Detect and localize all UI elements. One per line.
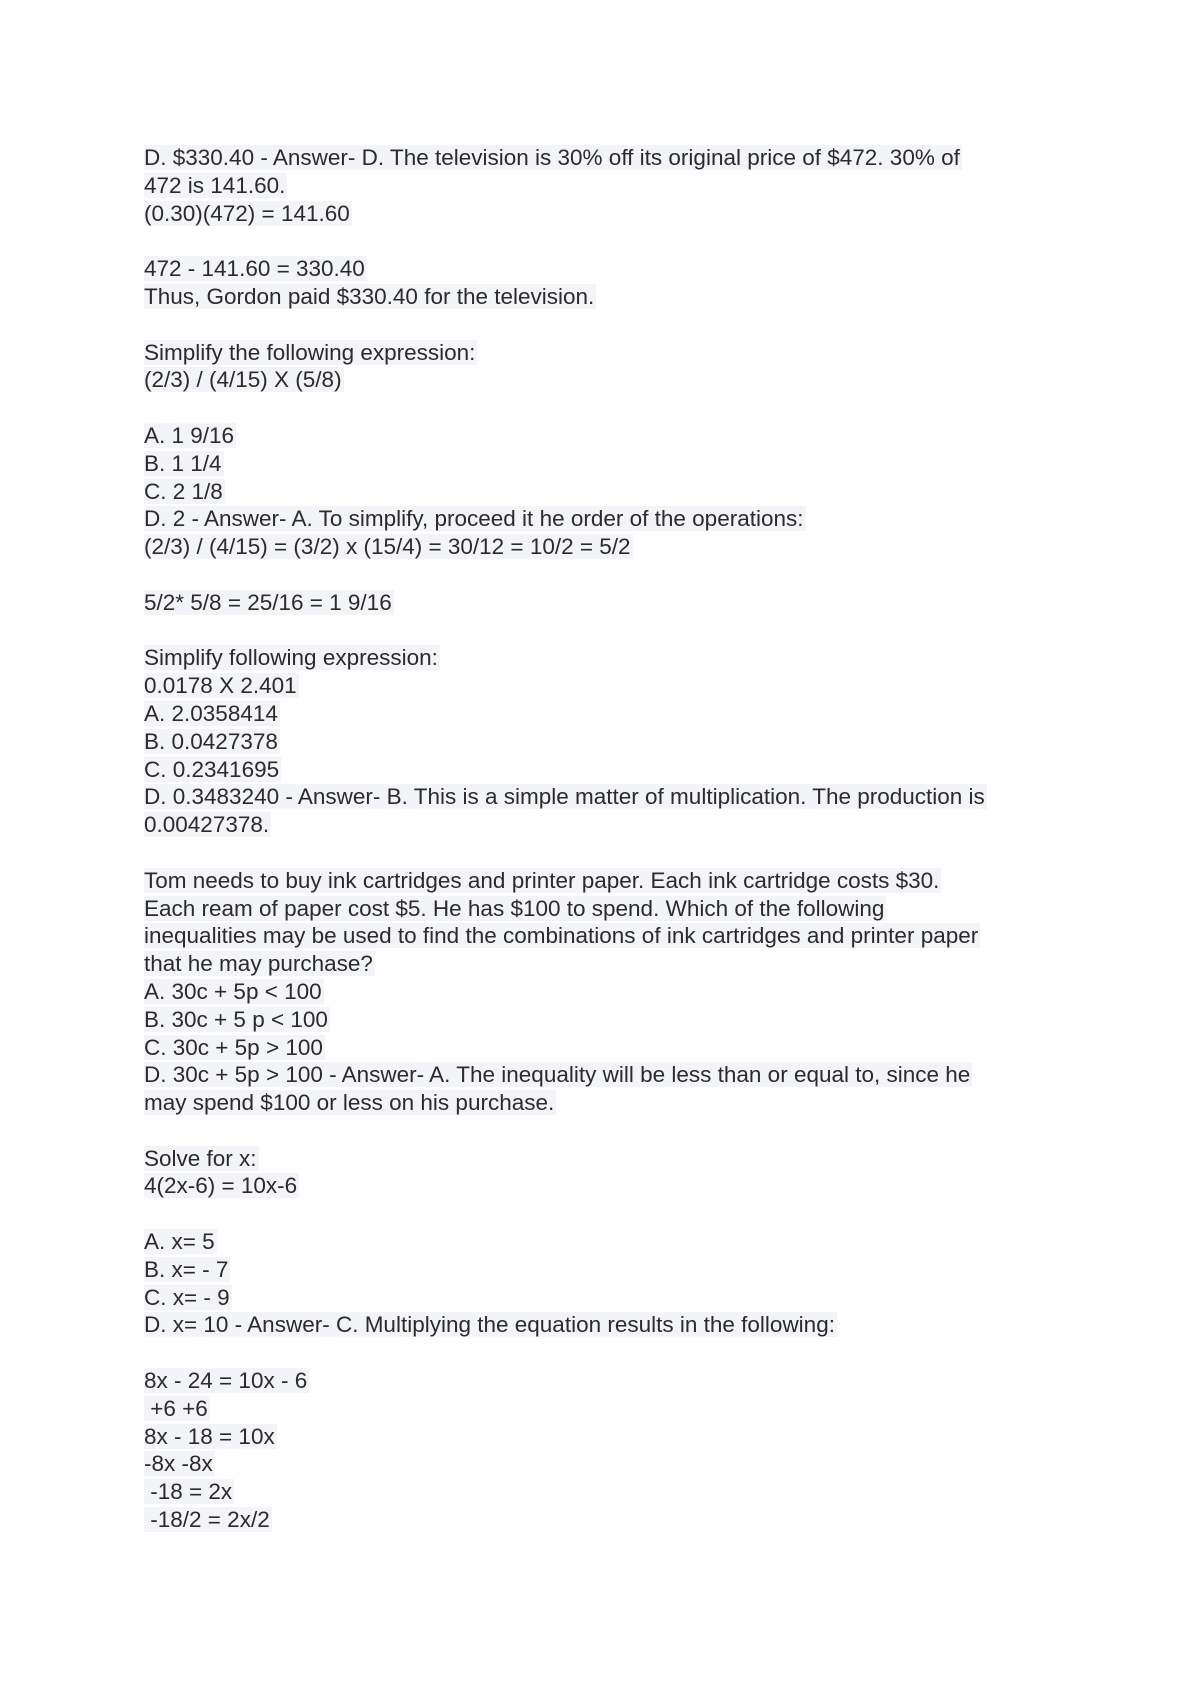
text-line [144, 783, 1064, 811]
text-line [144, 895, 1064, 923]
blank-line [144, 1339, 1064, 1367]
text-line [144, 1311, 1064, 1339]
line-text: +6 +6 [144, 1395, 208, 1421]
text-line [144, 1450, 1064, 1478]
line-text: 8x - 18 = 10x [144, 1423, 275, 1449]
line-text: that he may purchase? [144, 951, 373, 977]
line-text: 0.00427378. [144, 812, 270, 838]
line-text: Each ream of paper cost $5. He has $100 to spend. Which of the following [144, 895, 885, 921]
text-line [144, 1145, 1064, 1173]
text-line [144, 255, 1064, 283]
line-text: D. 2 - Answer- A. To simplify, proceed it he order of the operations: [144, 506, 804, 532]
blank-line [144, 617, 1064, 645]
blank-line [144, 561, 1064, 589]
line-text: B. 30c + 5 p < 100 [144, 1006, 328, 1032]
line-text: (2/3) / (4/15) = (3/2) x (15/4) = 30/12 = 10/2 = 5/2 [144, 534, 631, 560]
text-line [144, 1172, 1064, 1200]
line-text: B. 0.0427378 [144, 728, 278, 754]
text-line [144, 1089, 1064, 1117]
line-text: D. 30c + 5p > 100 - Answer- A. The inequality will be less than or equal to, since he [144, 1062, 971, 1088]
line-text: -18 = 2x [144, 1479, 233, 1505]
text-line [144, 1284, 1064, 1312]
line-text: Thus, Gordon paid $330.40 for the television. [144, 283, 595, 309]
line-text: A. x= 5 [144, 1229, 215, 1255]
line-text: B. 1 1/4 [144, 450, 222, 476]
text-line [144, 144, 1064, 172]
text-line [144, 422, 1064, 450]
text-line [144, 478, 1064, 506]
text-line [144, 1395, 1064, 1423]
text-line [144, 1478, 1064, 1506]
line-text: Simplify the following expression: [144, 339, 476, 365]
text-line [144, 811, 1064, 839]
line-text: C. 2 1/8 [144, 478, 223, 504]
text-line [144, 1061, 1064, 1089]
line-text: C. 30c + 5p > 100 [144, 1034, 323, 1060]
line-text: A. 30c + 5p < 100 [144, 978, 322, 1004]
line-text: A. 1 9/16 [144, 422, 235, 448]
line-text: B. x= - 7 [144, 1256, 229, 1282]
line-text: D. $330.40 - Answer- D. The television is 30% off its original price of $472. 30% of [144, 145, 960, 170]
line-text: A. 2.0358414 [144, 700, 278, 726]
document-page [144, 144, 1064, 1534]
text-line [144, 950, 1064, 978]
line-text: D. x= 10 - Answer- C. Multiplying the equation results in the following: [144, 1312, 835, 1338]
text-line [144, 922, 1064, 950]
line-text: Tom needs to buy ink cartridges and printer paper. Each ink cartridge costs $30. [144, 867, 940, 893]
line-text: inequalities may be used to find the combinations of ink cartridges and printer paper [144, 923, 979, 949]
text-line [144, 450, 1064, 478]
text-line [144, 1006, 1064, 1034]
text-line [144, 200, 1064, 228]
line-text: D. 0.3483240 - Answer- B. This is a simple matter of multiplication. The production is [144, 784, 985, 810]
text-line [144, 172, 1064, 200]
text-line [144, 1256, 1064, 1284]
line-text: Solve for x: [144, 1145, 257, 1171]
text-line [144, 589, 1064, 617]
line-text: 8x - 24 = 10x - 6 [144, 1368, 308, 1394]
line-text: 5/2* 5/8 = 25/16 = 1 9/16 [144, 589, 392, 615]
text-line [144, 644, 1064, 672]
line-text: 4(2x-6) = 10x-6 [144, 1173, 298, 1199]
text-line [144, 283, 1064, 311]
line-text: 0.0178 X 2.401 [144, 673, 297, 699]
text-line [144, 1506, 1064, 1534]
blank-line [144, 1117, 1064, 1145]
line-text: (2/3) / (4/15) X (5/8) [144, 367, 342, 393]
line-text: may spend $100 or less on his purchase. [144, 1090, 555, 1116]
text-line [144, 978, 1064, 1006]
text-line [144, 672, 1064, 700]
text-line [144, 1228, 1064, 1256]
line-text: -8x -8x [144, 1451, 213, 1477]
line-text: 472 is 141.60. [144, 172, 286, 198]
blank-line [144, 1200, 1064, 1228]
text-line [144, 1423, 1064, 1451]
text-line [144, 1034, 1064, 1062]
text-line [144, 867, 1064, 895]
blank-line [144, 394, 1064, 422]
text-line [144, 728, 1064, 756]
text-line [144, 339, 1064, 367]
text-line [144, 1367, 1064, 1395]
text-line [144, 505, 1064, 533]
text-line [144, 533, 1064, 561]
text-line [144, 366, 1064, 394]
blank-line [144, 839, 1064, 867]
line-text: (0.30)(472) = 141.60 [144, 200, 350, 226]
line-text: Simplify following expression: [144, 645, 438, 671]
line-text: C. x= - 9 [144, 1284, 230, 1310]
line-text: 472 - 141.60 = 330.40 [144, 256, 365, 282]
blank-line [144, 227, 1064, 255]
line-text: -18/2 = 2x/2 [144, 1507, 270, 1533]
blank-line [144, 311, 1064, 339]
text-line [144, 756, 1064, 784]
line-text: C. 0.2341695 [144, 756, 280, 782]
text-line [144, 700, 1064, 728]
